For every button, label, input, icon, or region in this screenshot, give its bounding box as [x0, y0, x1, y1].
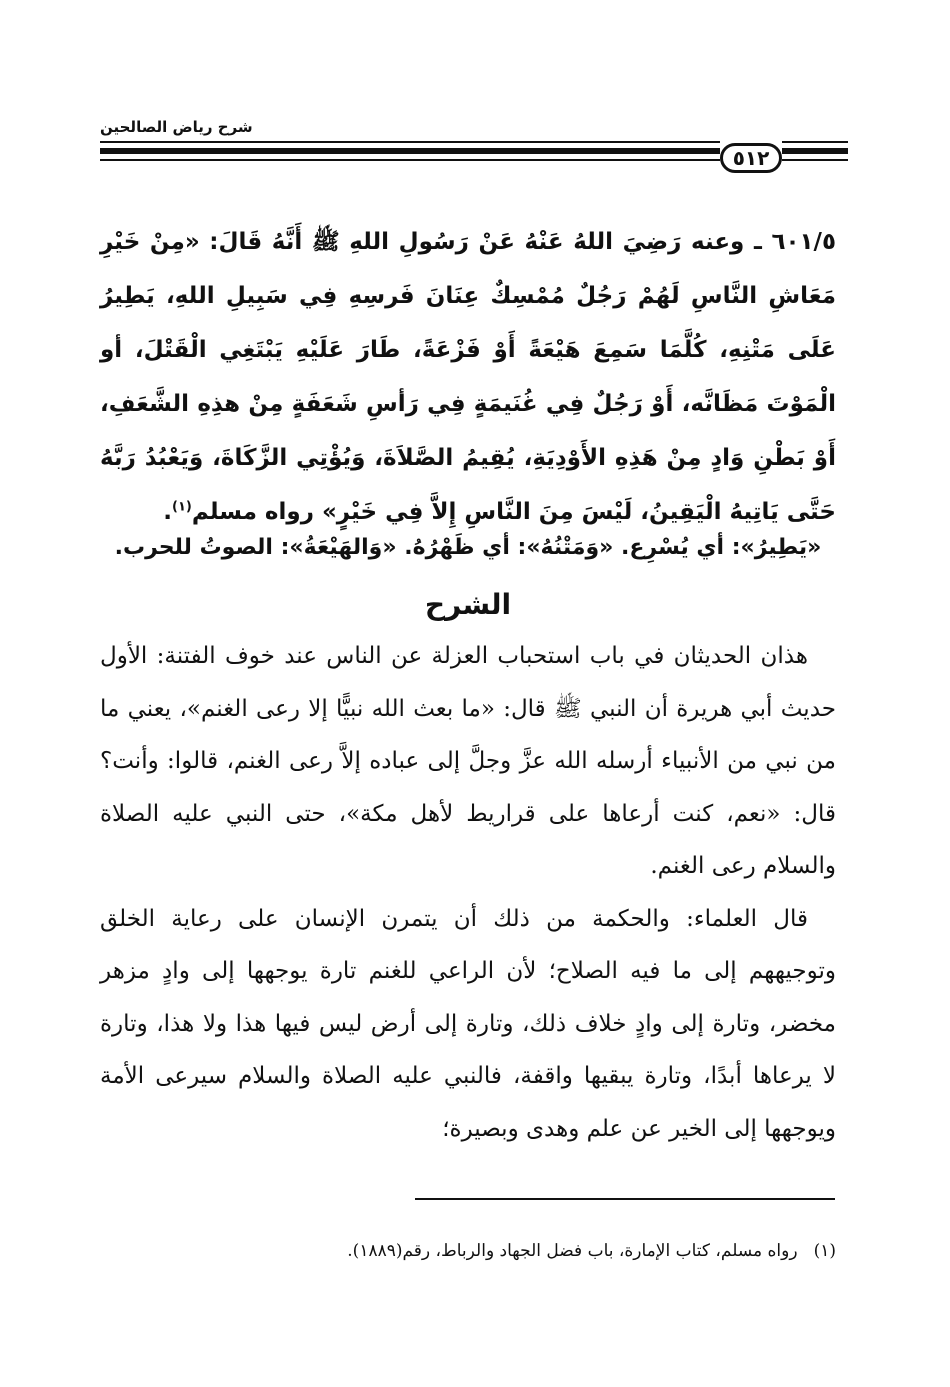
- commentary-paragraph: قال العلماء: والحكمة من ذلك أن يتمرن الإنسان على رعاية الخلق وتوجيههم إلى ما فيه الصلاح؛ لأن الراعي للغنم تارة يوجهها إلى وادٍ مزهر مخضر، وتارة إلى وادٍ خلاف ذلك، وتارة إلى أرض ليس فيها هذا ولا هذا، وتارة لا يرعاها أبدًا، وتارة يبقيها واقفة، فالنبي عليه الصلاة والسلام سيرعى الأمة ويوجهها إلى الخير عن علم وهدى وبصيرة؛: [100, 905, 836, 1142]
- footnote-separator: [415, 1198, 835, 1200]
- header-rule-thick: [100, 148, 720, 154]
- hadith-text-block: [100, 215, 836, 539]
- page-number: ٥١٢: [732, 146, 770, 170]
- section-title-sharh: الشرح: [424, 588, 512, 621]
- hadith-body: ٦٠١/٥ ـ وعنه رَضِيَ اللهُ عَنْهُ عَنْ رَسُولِ اللهِ ﷺ أَنَّهُ قَالَ: «مِنْ خَيْرِ مَعَاشِ النَّاسِ لَهُمْ رَجُلٌ مُمْسِكٌ عِنَانَ فَرسِهِ فِي سَبِيلِ اللهِ، يَطِيرُ عَلَى مَتْنِهِ، كُلَّمَا سَمِعَ هَيْعَةً أَوْ فَزْعَةً، طَارَ عَلَيْهِ يَبْتَغِي الْقَتْلَ، أو الْمَوْتَ مَظَانَّه، أَوْ رَجُلٌ فِي غُنَيمَةٍ فِي رَأسِ شَعَفَةٍ مِنْ هذِهِ الشَّعَفِ، أَوْ بَطْنِ وَادٍ مِنْ هَذِهِ الأَوْدِيَةِ، يُقِيمُ الصَّلاَةَ، وَيُؤْتِي الزَّكَاةَ، وَيَعْبُدُ رَبَّهُ حَتَّى يَاتِيهُ الْيَقِينُ، لَيْسَ مِنَ النَّاسِ إِلاَّ فِي خَيْرٍ» رواه مسلم: [100, 229, 836, 525]
- vocabulary-gloss: «يَطِيرُ»: أي يُسْرِع. «وَمَتْنُهُ»: أي ظَهْرُهُ. «وَالهَيْعَةُ»: الصوتُ للحرب.: [114, 535, 822, 560]
- header-rule-right-thick: [782, 148, 848, 154]
- hadith-footnote-ref: (١): [172, 499, 192, 515]
- commentary-paragraph: هذان الحديثان في باب استحباب العزلة عن الناس عند خوف الفتنة: الأول حديث أبي هريرة أن النبي ﷺ قال: «ما بعث الله نبيًّا إلا رعى الغنم»، يعني ما من نبي من الأنبياء أرسله الله عزَّ وجلَّ إلى عباده إلاَّ رعى الغنم، قالوا: وأنت؟ قال: «نعم، كنت أرعاها على قراريط لأهل مكة»، حتى النبي عليه الصلاة والسلام رعى الغنم.: [100, 643, 836, 879]
- hadith-end-mark: .: [163, 499, 173, 525]
- commentary-body: [100, 630, 836, 1155]
- footnote-text: رواه مسلم، كتاب الإمارة، باب فضل الجهاد والرباط، رقم(١٨٨٩).: [347, 1241, 798, 1261]
- footnote: [100, 1238, 836, 1264]
- page-number-badge: [720, 143, 782, 173]
- header-rule-lower: [100, 159, 720, 161]
- header-rule-right-thin: [782, 141, 848, 143]
- running-header-title: شرح رياض الصالحين: [100, 118, 253, 136]
- footnote-number: (١): [813, 1241, 836, 1261]
- header-rule-right-lower: [782, 159, 848, 161]
- header-rule-thin: [100, 141, 720, 143]
